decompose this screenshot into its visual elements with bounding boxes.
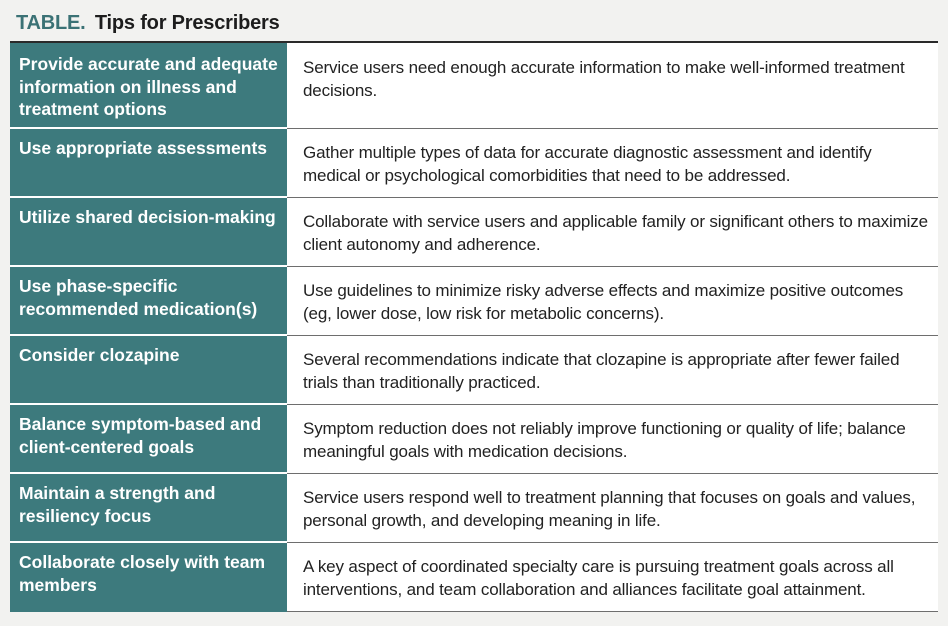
tip-description: Service users need enough accurate information to make well-informed treatment decisions. <box>287 43 938 128</box>
tip-description: Gather multiple types of data for accurate diagnostic assessment and identify medical or psychological comorbidities that need to be addressed. <box>287 128 938 197</box>
table-title-text: Tips for Prescribers <box>94 12 280 34</box>
tip-heading: Use appropriate assessments <box>10 128 287 197</box>
tip-heading: Consider clozapine <box>10 335 287 404</box>
tip-description: Several recommendations indicate that clozapine is appropriate after fewer failed trials than traditionally practiced. <box>287 335 938 404</box>
table-row <box>10 197 938 266</box>
table-row <box>10 266 938 335</box>
tip-description: Use guidelines to minimize risky adverse effects and maximize positive outcomes (eg, lower dose, low risk for metabolic concerns). <box>287 266 938 335</box>
tip-description: Symptom reduction does not reliably improve functioning or quality of life; balance meaningful goals with medication decisions. <box>287 404 938 473</box>
tip-heading: Utilize shared decision-making <box>10 197 287 266</box>
tip-heading: Provide accurate and adequate information on illness and treatment options <box>10 43 287 128</box>
tip-heading: Balance symptom-based and client-centered goals <box>10 404 287 473</box>
tip-description: Collaborate with service users and applicable family or significant others to maximize client autonomy and adherence. <box>287 197 938 266</box>
table-row <box>10 43 938 128</box>
table-row <box>10 404 938 473</box>
table-row <box>10 128 938 197</box>
table-row <box>10 335 938 404</box>
tip-description: A key aspect of coordinated specialty care is pursuing treatment goals across all interventions, and team collaboration and alliances facilitate goal attainment. <box>287 542 938 611</box>
tip-heading: Maintain a strength and resiliency focus <box>10 473 287 542</box>
table-title <box>16 8 280 38</box>
table-row <box>10 542 938 611</box>
tips-table <box>10 43 938 612</box>
tip-description: Service users respond well to treatment planning that focuses on goals and values, personal growth, and developing meaning in life. <box>287 473 938 542</box>
tip-heading: Collaborate closely with team members <box>10 542 287 611</box>
table-label: TABLE. <box>16 12 86 34</box>
tip-heading: Use phase-specific recommended medication(s) <box>10 266 287 335</box>
table-row <box>10 473 938 542</box>
